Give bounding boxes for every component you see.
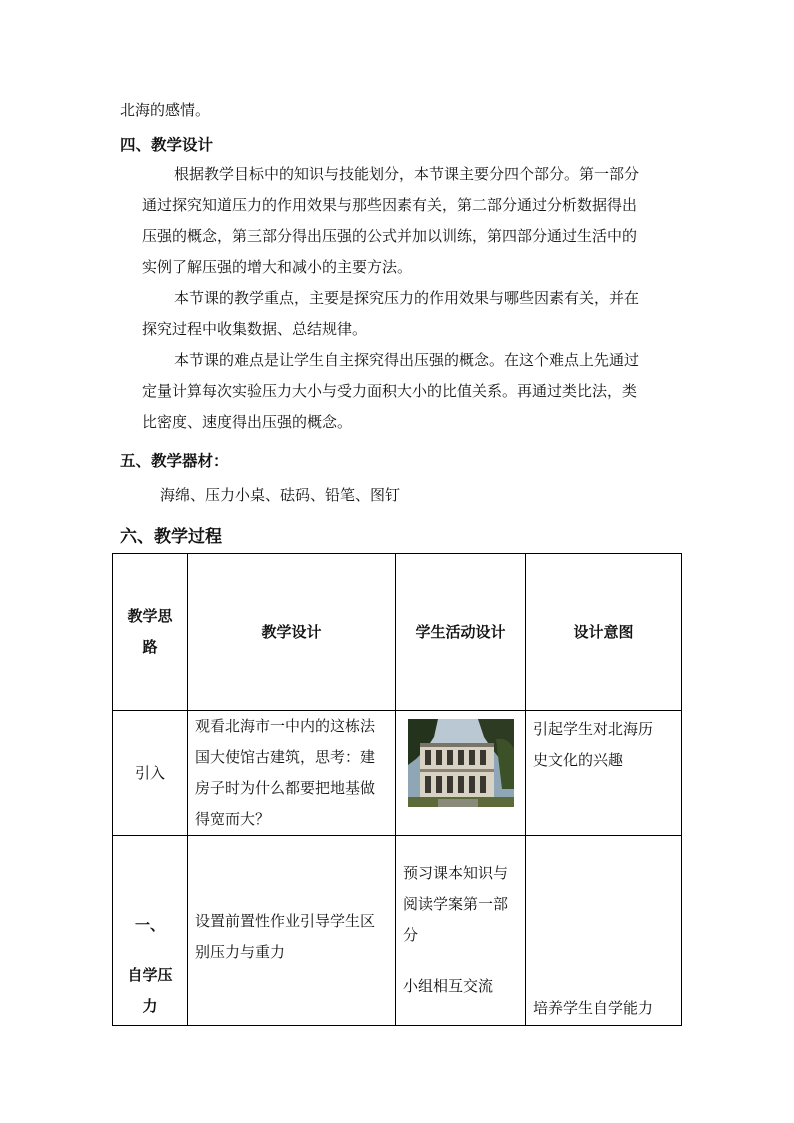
text-line: 压强的概念，第三部分得出压强的公式并加以训练，第四部分通过生活中的	[142, 227, 638, 245]
step-cell	[113, 836, 188, 1026]
text-line: 比密度、速度得出压强的概念。	[142, 413, 353, 431]
continuation-text: 北海的感情。	[120, 101, 211, 119]
text-line: 本节课的难点是让学生自主探究得出压强的概念。在这个难点上先通过	[174, 351, 640, 369]
text-line: 通过探究知道压力的作用效果与那些因素有关，第二部分通过分析数据得出	[142, 196, 638, 214]
header-teaching-approach	[113, 554, 188, 711]
section5-heading: 五、教学器材：	[120, 452, 229, 470]
step-line: 一、	[134, 916, 165, 934]
text-line: 定量计算每次实验压力大小与受力面积大小的比值关系。再通过类比法，类	[142, 382, 638, 400]
cell-line: 别压力与重力	[195, 943, 286, 961]
cell-line: 观看北海市一中内的这栋法	[195, 717, 376, 735]
cell-line: 房子时为什么都要把地基做	[195, 779, 376, 797]
table-row	[113, 711, 682, 836]
step-line: 力	[142, 997, 158, 1015]
design-cell	[188, 836, 396, 1026]
intent-cell	[526, 711, 682, 836]
cell-line: 培养学生自学能力	[533, 999, 654, 1017]
intent-cell	[526, 836, 682, 1026]
teaching-process-table	[112, 553, 682, 1026]
cell-line: 分	[403, 926, 419, 944]
header-line: 教学思	[127, 607, 173, 625]
section6-heading: 六、教学过程	[120, 527, 222, 547]
step-line: 自学压	[127, 966, 173, 984]
table-row	[113, 836, 682, 1026]
text-line: 本节课的教学重点，主要是探究压力的作用效果与哪些因素有关，并在	[174, 289, 640, 307]
cell-line: 小组相互交流	[403, 977, 494, 995]
text-line: 探究过程中收集数据、总结规律。	[142, 320, 368, 338]
cell-line: 引起学生对北海历	[533, 720, 654, 738]
header-line: 路	[142, 638, 158, 656]
building-photo	[408, 719, 514, 807]
materials-list: 海绵、压力小桌、砝码、铅笔、图钉	[160, 486, 401, 504]
cell-line: 史文化的兴趣	[533, 751, 624, 769]
header-design-intent: 设计意图	[526, 554, 682, 711]
cell-line: 预习课本知识与	[403, 864, 509, 882]
design-cell	[188, 711, 396, 836]
header-teaching-design: 教学设计	[188, 554, 396, 711]
step-cell: 引入	[113, 711, 188, 836]
text-line: 根据教学目标中的知识与技能划分，本节课主要分四个部分。第一部分	[174, 165, 640, 183]
text-line: 实例了解压强的增大和减小的主要方法。	[142, 258, 413, 276]
cell-line: 国大使馆古建筑，思考：建	[195, 748, 376, 766]
section4-heading: 四、教学设计	[120, 136, 214, 154]
table-header-row	[113, 554, 682, 711]
cell-line: 阅读学案第一部	[403, 895, 509, 913]
cell-line: 得宽而大？	[195, 810, 271, 828]
cell-line: 设置前置性作业引导学生区	[195, 912, 376, 930]
header-student-activity: 学生活动设计	[396, 554, 526, 711]
activity-cell	[396, 836, 526, 1026]
activity-cell	[396, 711, 526, 836]
